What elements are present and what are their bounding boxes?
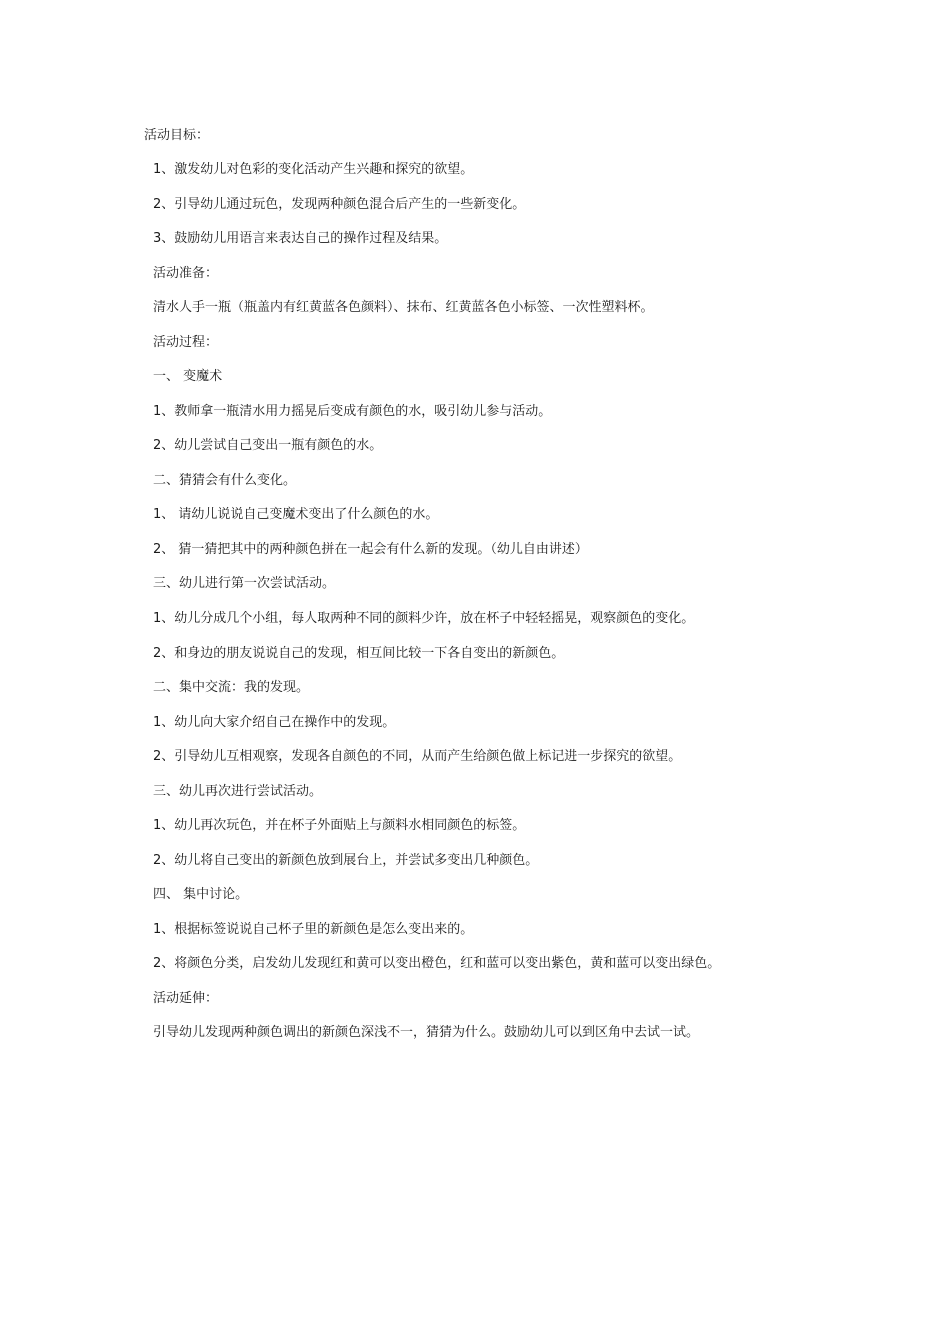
paragraph-line: 2、和身边的朋友说说自己的发现，相互间比较一下各自变出的新颜色。 — [153, 646, 565, 661]
paragraph-line: 1、教师拿一瓶清水用力摇晃后变成有颜色的水，吸引幼儿参与活动。 — [153, 404, 552, 419]
paragraph-line: 2、 猜一猜把其中的两种颜色拼在一起会有什么新的发现。（幼儿自由讲述） — [153, 542, 588, 557]
paragraph-line: 2、引导幼儿互相观察，发现各自颜色的不同，从而产生给颜色做上标记进一步探究的欲望。 — [153, 749, 682, 764]
paragraph-line: 清水人手一瓶（瓶盖内有红黄蓝各色颜料）、抹布、红黄蓝各色小标签、一次性塑料杯。 — [153, 300, 654, 315]
subheading-line: 四、 集中讨论。 — [153, 887, 249, 902]
paragraph-line: 1、幼儿再次玩色，并在杯子外面贴上与颜料水相同颜色的标签。 — [153, 818, 526, 833]
paragraph-line: 2、将颜色分类，启发幼儿发现红和黄可以变出橙色，红和蓝可以变出紫色，黄和蓝可以变出绿色。 — [153, 956, 721, 971]
section-heading-preparation: 活动准备： — [153, 266, 219, 281]
section-heading-process: 活动过程： — [153, 335, 219, 350]
paragraph-line: 3、鼓励幼儿用语言来表达自己的操作过程及结果。 — [153, 231, 448, 246]
paragraph-line: 2、幼儿尝试自己变出一瓶有颜色的水。 — [153, 438, 383, 453]
paragraph-line: 1、根据标签说说自己杯子里的新颜色是怎么变出来的。 — [153, 922, 474, 937]
subheading-line: 三、幼儿再次进行尝试活动。 — [153, 784, 323, 799]
subheading-line: 二、猜猜会有什么变化。 — [153, 473, 297, 488]
paragraph-line: 1、幼儿向大家介绍自己在操作中的发现。 — [153, 715, 396, 730]
paragraph-line: 2、幼儿将自己变出的新颜色放到展台上，并尝试多变出几种颜色。 — [153, 853, 539, 868]
paragraph-line: 引导幼儿发现两种颜色调出的新颜色深浅不一，猜猜为什么。鼓励幼儿可以到区角中去试一试。 — [153, 1025, 700, 1040]
section-heading-goals: 活动目标： — [144, 128, 210, 143]
subheading-line: 二、集中交流：我的发现。 — [153, 680, 310, 695]
paragraph-line: 1、激发幼儿对色彩的变化活动产生兴趣和探究的欲望。 — [153, 162, 474, 177]
subheading-line: 一、 变魔术 — [153, 369, 223, 384]
paragraph-line: 1、幼儿分成几个小组，每人取两种不同的颜料少许，放在杯子中轻轻摇晃，观察颜色的变化。 — [153, 611, 695, 626]
subheading-line: 三、幼儿进行第一次尝试活动。 — [153, 576, 336, 591]
section-heading-extension: 活动延伸： — [153, 991, 219, 1006]
paragraph-line: 2、引导幼儿通过玩色，发现两种颜色混合后产生的一些新变化。 — [153, 197, 526, 212]
paragraph-line: 1、 请幼儿说说自己变魔术变出了什么颜色的水。 — [153, 507, 439, 522]
